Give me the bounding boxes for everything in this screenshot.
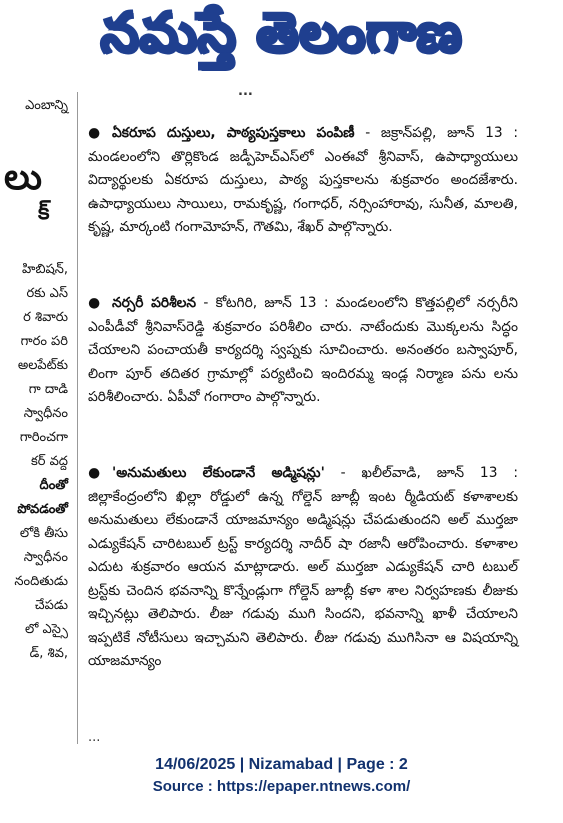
news-item-heading: ఏకరూప దుస్తులు, పాఠ్యపుస్తకాలు పంపిణీ (112, 125, 355, 141)
left-column-line: గారించగా (19, 430, 68, 445)
source-line: Source : https://epaper.ntnews.com/ (152, 778, 411, 795)
left-column-line: నందితుడు (14, 574, 68, 589)
footer-info-line: 14/06/2025 | Nizamabad | Page : 2 (155, 756, 408, 773)
bullet-icon: ● (88, 465, 101, 481)
left-column-line: కర్‌ వద్ద (30, 454, 68, 469)
edition-date: 14/06/2025 (155, 756, 236, 773)
left-column-line: చేపడు (34, 598, 68, 613)
cut-off-text: ... (238, 84, 253, 99)
left-column-line: గారం పరి (20, 334, 68, 349)
left-column-subheading: క్ (38, 200, 50, 225)
left-column-line: లోకి తీసు (19, 526, 68, 541)
left-column-line: గా దాడి (28, 382, 68, 397)
news-item-body: - కోటగిరి, జూన్‌ 13 : మండలంలోని కొత్తపల్లిలో నర్సరీని ఎంపీడీవో శ్రీనివాస్‌రెడ్డి శుక్రవారం పరిశీలిం చారు. నాటేందుకు మొక్కలను సిద్ధం చేయాలని పంచాయతీ కార్యదర్శి స్వప్నకు సూచించారు. అనంతరం బస్వాపూర్‌, లింగా పూర్‌ తదితర గ్రామాల్లో పర్యటించి ఇందిరమ్మ ఇండ్ల నిర్మాణ పను లను పరిశీలించారు. ఏపీవో గంగారాం పాల్గొన్నారు. (88, 295, 518, 405)
left-column-line: దీంతో (39, 478, 68, 493)
bullet-icon: ● (88, 125, 101, 141)
newspaper-clipping (0, 84, 563, 745)
column-divider (77, 92, 78, 744)
news-item (88, 292, 518, 410)
news-item-heading: నర్సరీ పరిశీలన (112, 295, 197, 311)
left-column-line: హిబిషన్, (22, 262, 68, 277)
left-column-line: పోవడంతో (17, 502, 68, 517)
edition-name: Nizamabad (248, 756, 334, 773)
newspaper-logo: నమస్తే తెలంగాణ (100, 0, 463, 64)
left-column-line: ర శివారు (23, 310, 68, 325)
news-item (88, 462, 518, 674)
left-column-heading: లు (4, 157, 42, 198)
left-column-line: అలపేట్‌కు (17, 358, 68, 373)
left-column-line: డ్, శివ, (29, 646, 68, 661)
bullet-icon: ● (88, 295, 101, 311)
left-column-line: రకు ఎస్ (26, 286, 68, 301)
left-column-line: ఎంబాన్ని (25, 98, 68, 113)
news-item (88, 122, 518, 240)
page-number: Page : 2 (346, 756, 408, 773)
article-column (88, 84, 519, 745)
left-column-line: స్వాధీనం (23, 550, 68, 565)
news-item-body: - జక్రాన్‌పల్లి, జూన్‌ 13 : మండలంలోని తొర్లికొండ జడ్పీహెచ్‌ఎస్‌లో ఎంఈవో శ్రీనివాస్‌, ఉపాధ్యాయులు విద్యార్థులకు ఏకరూప దుస్తులు, పాఠ్య పుస్తకాలను శుక్రవారం అందజేశారు. ఉపాధ్యాయులు సాయిలు, రామకృష్ణ, గంగాధర్‌, నర్సింహారావు, సునీత, మాలతి, కృష్ణ, మార్కంటి గంగామోహన్‌, గౌతమి, శేఖర్‌ పాల్గొన్నారు. (88, 125, 518, 235)
news-item-body: - ఖలీల్‌వాడి, జూన్‌ 13 : జిల్లాకేంద్రంలోని ఖిల్లా రోడ్డులో ఉన్న గోల్డెన్‌ జూబ్లీ ఇంట ర్మీడియట్‌ కళాశాలకు అనుమతులు లేకుండానే యాజమాన్యం అడ్మిషన్లు చేపడుతుందని అల్‌ ముర్తజా ఎడ్యుకేషన్‌ చారిటబుల్‌ ట్రస్ట్‌ కార్యదర్శి నాదీర్‌ షా రజానీ ఆరోపించారు. కళాశాల ఎదుట శుక్రవారం ఆయన మాట్లాడారు. అల్‌ ముర్తజా ఎడ్యుకేషన్‌ చారి టబుల్‌ ట్రస్ట్‌కు చెందిన భవనాన్ని కొన్నేండ్లుగా గోల్డెన్‌ జూబ్లీ కళా శాల నిర్వహణకు లీజుకు ఇచ్చినట్లు తెలిపారు. లీజు గడువు ముగి సిందని, భవనాన్ని ఖాళీ చేయాలని ఇప్పటికే నోటీసులు ఇచ్చామని తెలిపారు. లీజు గడువు ముగిసినా ఆ విషయాన్ని యాజమాన్యం (88, 465, 519, 669)
left-column-line: లో ఎస్సై (24, 622, 68, 637)
footer (0, 754, 563, 798)
masthead (0, 0, 563, 78)
left-column-line: స్వాధీనం (23, 406, 68, 421)
left-column-fragment (0, 92, 76, 744)
cut-off-text: ... (88, 730, 101, 745)
news-item-heading: 'అనుమతులు లేకుండానే అడ్మిషన్లు' (112, 465, 325, 481)
